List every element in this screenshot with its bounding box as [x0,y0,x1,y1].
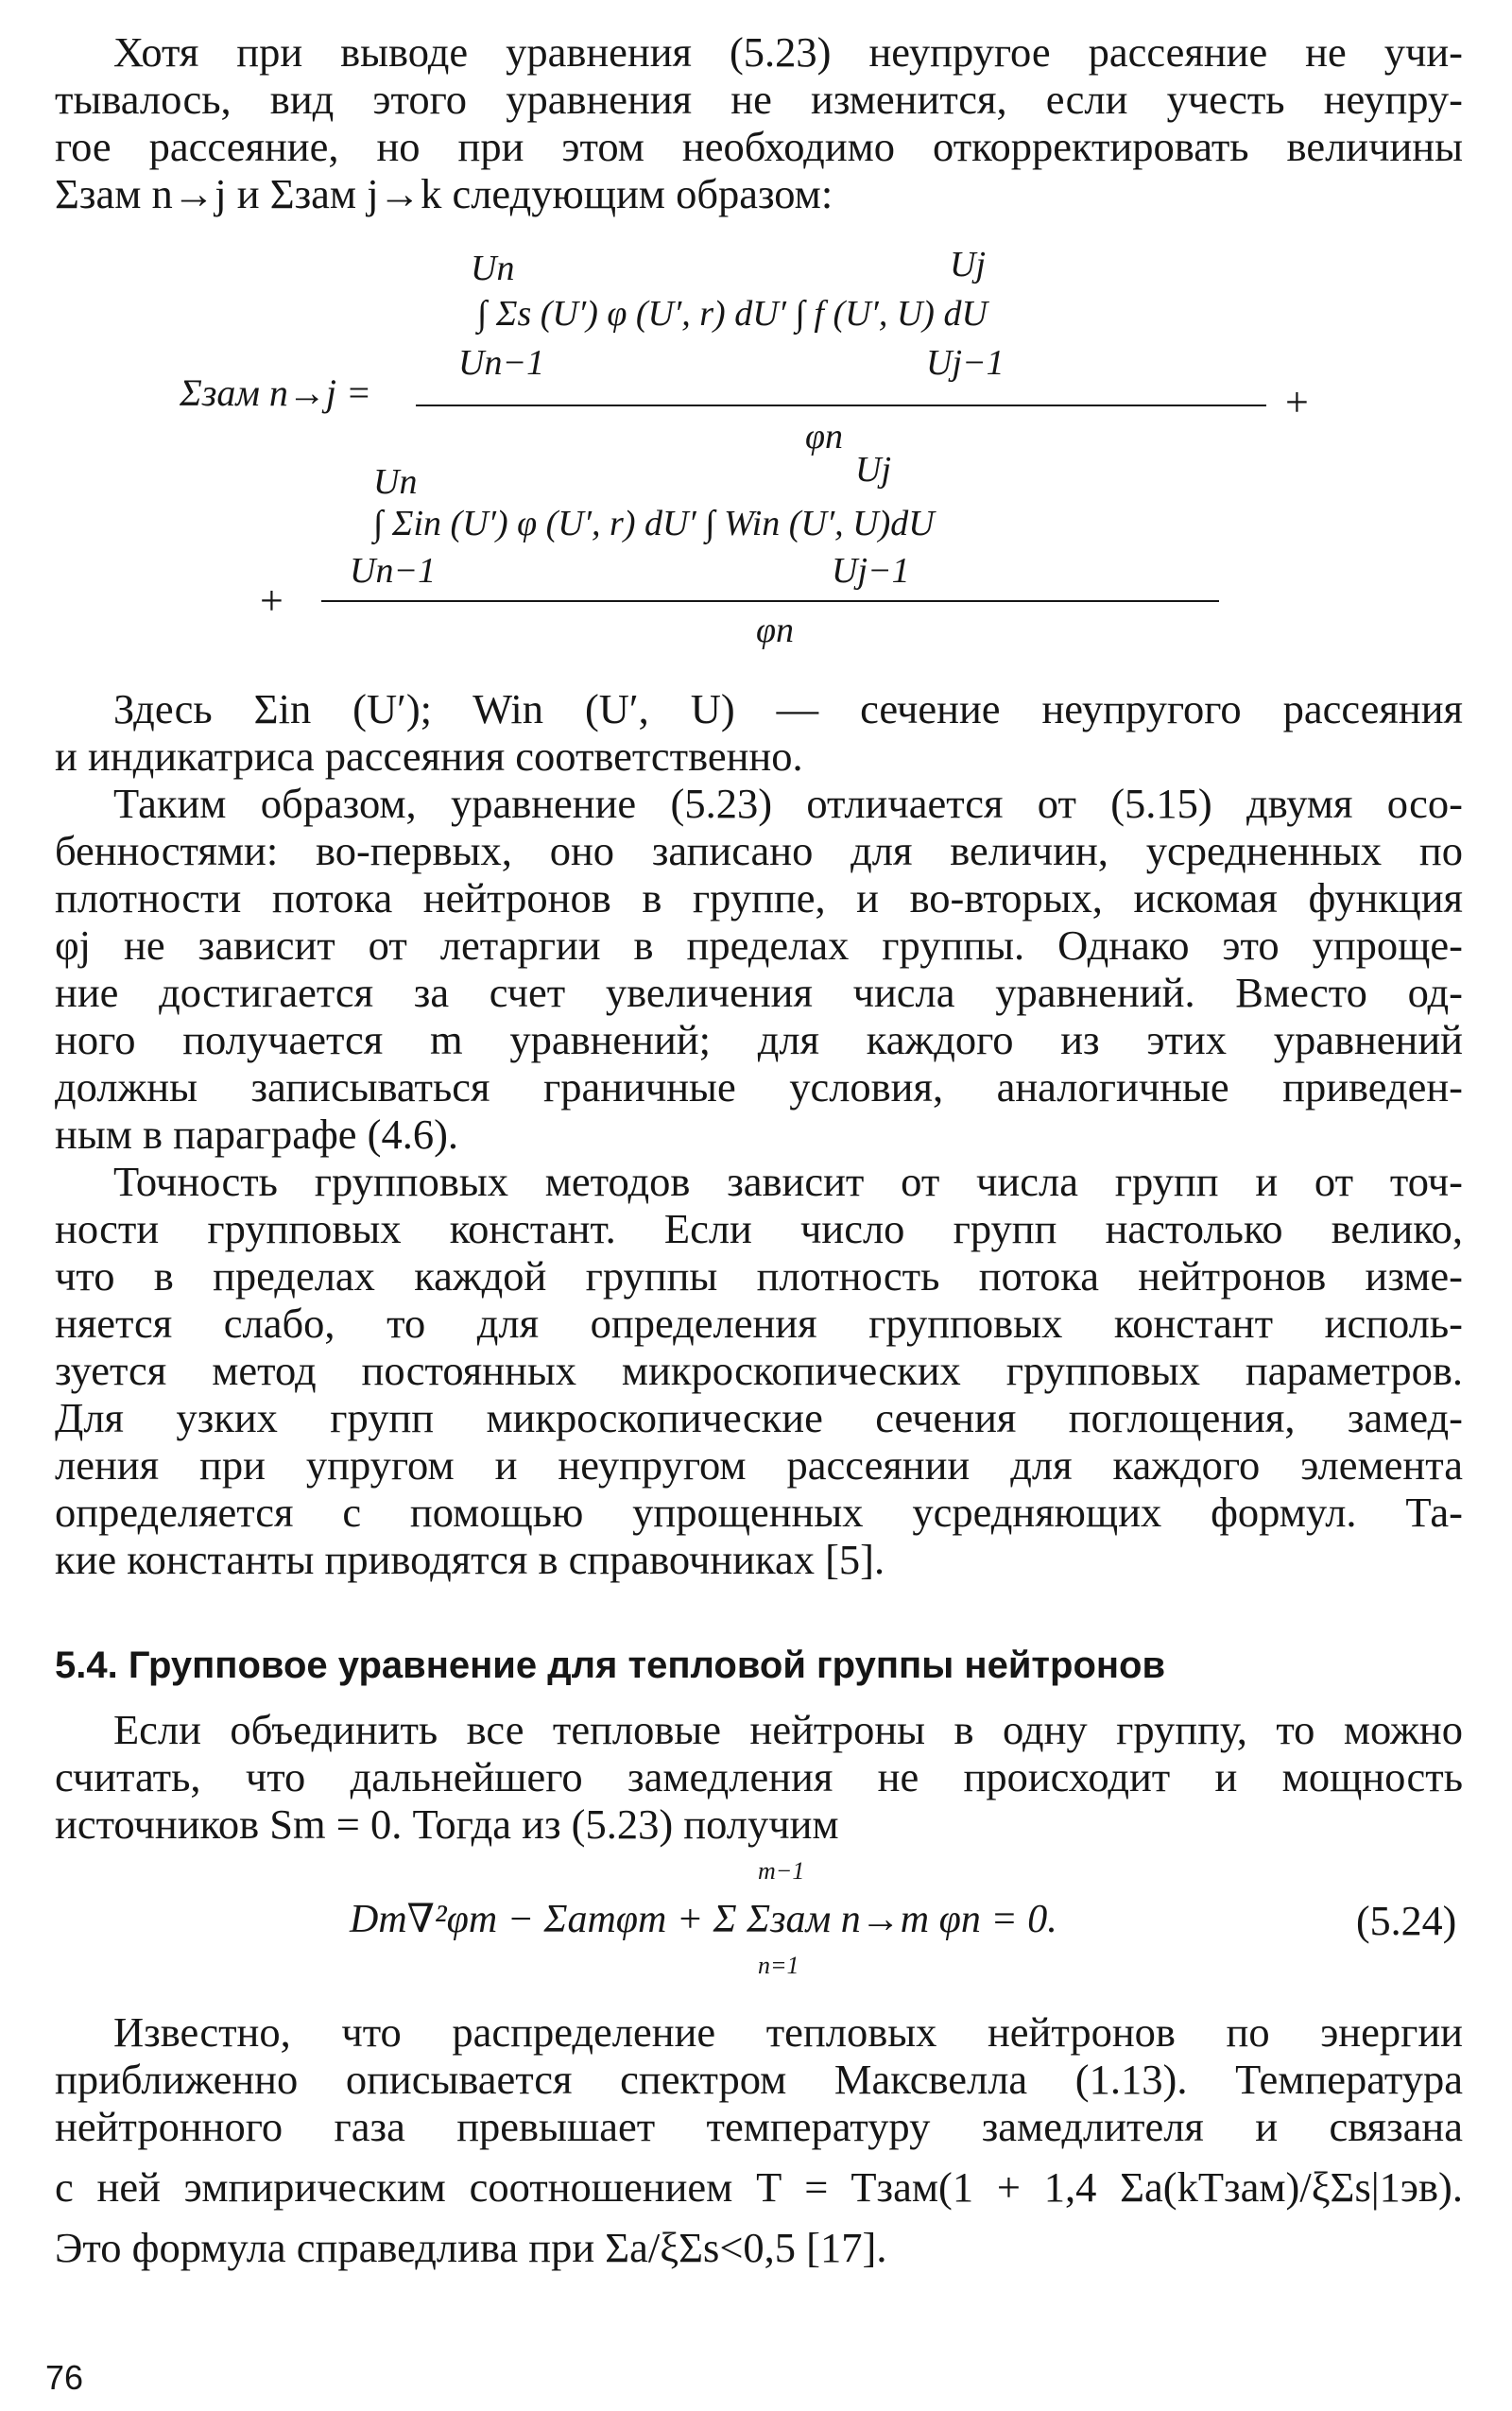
text-line: Если объединить все тепловые нейтроны в одну группу, то можно [113,1706,1463,1753]
fraction-bar [321,600,1219,602]
formula-5-24 [0,1857,1512,1999]
text-line: Для узких групп микроскопические сечения поглощения, замед- [55,1394,1463,1441]
text-line: φj не зависит от летаргии в пределах группы. Однако это упроще- [55,921,1463,969]
formula-denominator: φn [805,417,844,456]
sum-upper-limit: m−1 [758,1857,805,1885]
paragraph-3 [55,780,1463,1158]
text-line: тывалось, вид этого уравнения не изменится, если учесть неупру- [55,76,1463,123]
paragraph-5 [55,1706,1463,1848]
text-line: приближенно описывается спектром Максвелла (1.13). Температура [55,2056,1463,2103]
text-line: источников Sm = 0. Тогда из (5.23) получим [55,1800,839,1848]
text-line: нейтронного газа превышает температуру замедлителя и связана [55,2103,1463,2150]
integral-lower-limit: Uj−1 [926,343,1005,383]
integral-upper-limit: Uj [855,450,891,490]
text-line: считать, что дальнейшего замедления не происходит и мощность [55,1753,1463,1800]
text-line: зуется метод постоянных микроскопических групповых параметров. [55,1347,1463,1394]
section-heading: 5.4. Групповое уравнение для тепловой группы нейтронов [55,1645,1166,1686]
text-line: Точность групповых методов зависит от числа групп и от точ- [113,1158,1463,1205]
text-line: что в пределах каждой группы плотность потока нейтронов изме- [55,1252,1463,1300]
integral-lower-limit: Un−1 [458,343,545,383]
text-line: Таким образом, уравнение (5.23) отличается от (5.15) двумя осо- [113,780,1463,827]
text-line: Хотя при выводе уравнения (5.23) неупругое рассеяние не учи- [113,28,1463,76]
text-line: ного получается m уравнений; для каждого из этих уравнений [55,1016,1463,1063]
formula-denominator: φn [756,611,795,650]
text-line: гое рассеяние, но при этом необходимо откорректировать величины [55,123,1463,170]
fraction-bar [416,405,1266,406]
formula-sigma-zam [0,227,1512,662]
equation-number: (5.24) [1356,1898,1457,1944]
text-line: с ней эмпирическим соотношением T = Tзам(1 + 1,4 Σa(kTзам)/ξΣs|1эв). [55,2163,1463,2211]
text-line: Здесь Σin (U′); Win (U′, U) — сечение неупругого рассеяния [113,685,1463,732]
plus-sign: + [260,577,284,624]
text-line: определяется с помощью упрощенных усредняющих формул. Та- [55,1489,1463,1536]
text-line: кие константы приводятся в справочниках [5]. [55,1536,885,1583]
text-line: должны записываться граничные условия, аналогичные приведен- [55,1063,1463,1111]
integral-lower-limit: Uj−1 [832,551,910,591]
text-line: бенностями: во-первых, оно записано для величин, усредненных по [55,827,1463,874]
paragraph-6 [55,2008,1463,2271]
formula-numerator: ∫ Σin (U′) φ (U′, r) dU′ ∫ Win (U′, U)dU [373,504,935,543]
plus-sign: + [1285,379,1309,425]
paragraph-2 [55,685,1463,780]
integral-lower-limit: Un−1 [350,551,437,591]
formula-lhs: Σзам n→j = [180,371,372,414]
text-line: и индикатриса рассеяния соответственно. [55,732,803,780]
formula-numerator: ∫ Σs (U′) φ (U′, r) dU′ ∫ f (U′, U) dU [477,294,988,334]
text-line: Известно, что распределение тепловых нейтронов по энергии [113,2008,1463,2056]
integral-upper-limit: Un [471,249,515,288]
integral-upper-limit: Uj [950,245,986,284]
text-line: ным в параграфе (4.6). [55,1111,459,1158]
text-line: Σзам n→j и Σзам j→k следующим образом: [55,170,833,217]
sum-lower-limit: n=1 [758,1952,799,1979]
paragraph-1 [55,28,1463,217]
text-line: ности групповых констант. Если число групп настолько велико, [55,1205,1463,1252]
text-line: ления при упругом и неупругом рассеянии для каждого элемента [55,1441,1463,1489]
text-line: няется слабо, то для определения групповых констант исполь- [55,1300,1463,1347]
text-line: ние достигается за счет увеличения числа уравнений. Вместо од- [55,969,1463,1016]
formula-body: Dm∇²φm − Σamφm + Σ Σзам n→m φn = 0. [350,1898,1057,1941]
page-number: 76 [45,2358,84,2397]
paragraph-4 [55,1158,1463,1583]
text-line: Это формула справедлива при Σa/ξΣs<0,5 [17]. [55,2224,887,2271]
text-line: плотности потока нейтронов в группе, и во-вторых, искомая функция [55,874,1463,921]
integral-upper-limit: Un [373,462,418,502]
